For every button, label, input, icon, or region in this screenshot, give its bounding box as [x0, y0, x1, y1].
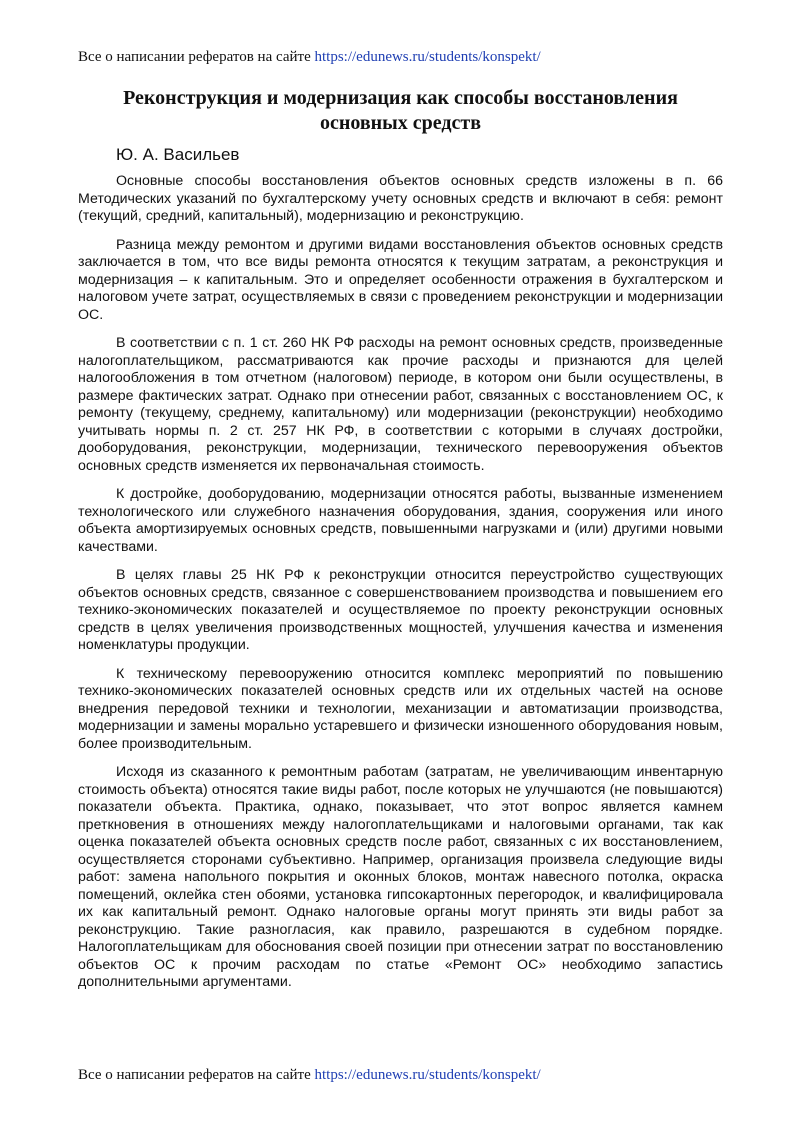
footer-site-link[interactable]: https://edunews.ru/students/konspekt/: [314, 1067, 541, 1083]
footer-prefix: Все о написании рефератов на сайте: [78, 1067, 315, 1083]
page-header: [78, 48, 541, 66]
paragraph-7: Исходя из сказанного к ремонтным работам (затратам, не увеличивающим инвентарную стоимость объекта) относятся такие виды работ, после которых не улучшаются (не повышаются) показатели объекта. Практика, однако, показывает, что этот вопрос является камнем преткновения в отношениях между налогоплательщиками и налоговыми органами, так как оценка показателей объекта основных средств после работ, связанных с их восстановлением, осуществляется сторонами субъективно. Например, организация произвела следующие виды работ: замена напольного покрытия и оконных блоков, монтаж навесного потолка, окраска помещений, оклейка стен обоями, установка гипсокартонных перегородок, и квалифицировала их как капитальный ремонт. Однако налоговые органы могут принять эти виды работ за реконструкцию. Такие разногласия, как правило, разрешаются в судебном порядке. Налогоплательщикам для обоснования своей позиции при отнесении затрат по восстановлению объектов ОС к прочим расходам по статье «Ремонт ОС» необходимо запастись дополнительными аргументами.: [78, 764, 723, 990]
header-site-link[interactable]: https://edunews.ru/students/konspekt/: [314, 49, 541, 65]
header-prefix: Все о написании рефератов на сайте: [78, 49, 315, 65]
paragraph-6: К техническому перевооружению относится комплекс мероприятий по повышению технико-экономических показателей основных средств или их отдельных частей на основе внедрения передовой техники и технологии, механизации и автоматизации производства, модернизации и замены морально устаревшего и физически изношенного оборудования новым, более производительным.: [78, 665, 723, 752]
document-body: [78, 173, 723, 1003]
paragraph-5: В целях главы 25 НК РФ к реконструкции относится переустройство существующих объектов основных средств, связанное с совершенствованием производства и повышением его технико-экономических показателей и осуществляемое по проекту реконструкции основных средств в целях увеличения производственных мощностей, улучшения качества и изменения номенклатуры продукции.: [78, 567, 723, 653]
paragraph-4: К достройке, дооборудованию, модернизации относятся работы, вызванные изменением технологического или служебного назначения оборудования, здания, сооружения или иного объекта амортизируемых основных средств, повышенными нагрузками и (или) другими новыми качествами.: [78, 486, 723, 555]
paragraph-1: Основные способы восстановления объектов основных средств изложены в п. 66 Методических указаний по бухгалтерскому учету основных средств и включают в себя: ремонт (текущий, средний, капитальный), модернизацию и реконструкцию.: [78, 173, 723, 224]
paragraph-2: Разница между ремонтом и другими видами восстановления объектов основных средств заключается в том, что все виды ремонта относятся к текущим затратам, а реконструкция и модернизация – к капитальным. Это и определяет особенности отражения в бухгалтерском и налоговом учете затрат, осуществляемых в связи с проведением реконструкции и модернизации ОС.: [78, 236, 723, 323]
document-title: Реконструкция и модернизация как способы восстановления основных средств: [123, 87, 678, 134]
paragraph-3: В соответствии с п. 1 ст. 260 НК РФ расходы на ремонт основных средств, произведенные налогоплательщиком, рассматриваются как прочие расходы и признаются для целей налогообложения в том отчетном (налоговом) периоде, в котором они были осуществлены, в размере фактических затрат. Однако при отнесении работ, связанных с восстановлением ОС, к ремонту (текущему, среднему, капитальному) или модернизации (реконструкции) необходимо учитывать нормы п. 2 ст. 257 НК РФ, в соответствии с которыми в случаях достройки, дооборудования, реконструкции, модернизации, технического перевооружения объектов основных средств изменяется их первоначальная стоимость.: [78, 335, 723, 474]
page-footer: [78, 1066, 541, 1084]
author-name: Ю. А. Васильев: [116, 145, 240, 164]
